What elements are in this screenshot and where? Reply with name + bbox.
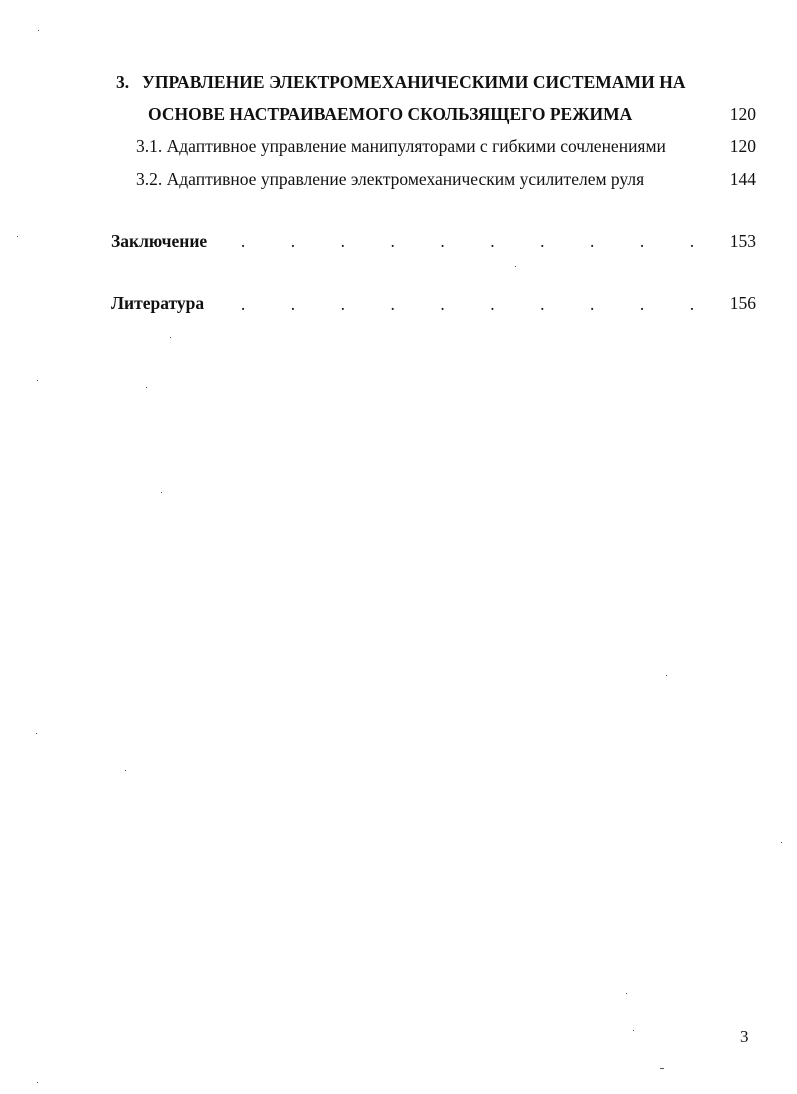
toc-literature-page: 156 — [729, 293, 756, 313]
toc-section-entry: 3.2. Адаптивное управление электромеханическим усилителем руля — [136, 169, 645, 189]
scan-speck — [660, 1068, 664, 1069]
scan-speck — [666, 675, 667, 676]
toc-section-page: 144 — [729, 169, 756, 189]
scan-speck — [515, 266, 516, 267]
scan-speck — [36, 733, 37, 734]
chapter-title-line-2: ОСНОВЕ НАСТРАИВАЕМОГО СКОЛЬЗЯЩЕГО РЕЖИМА — [148, 104, 633, 124]
toc-literature-title: Литература — [111, 293, 205, 313]
scan-speck — [146, 387, 147, 388]
scan-speck — [38, 30, 39, 31]
toc-leader-dots: . . . . . . . . . . — [240, 294, 695, 314]
scan-speck — [17, 236, 18, 237]
chapter-number: 3. — [116, 72, 130, 92]
scan-speck — [633, 1030, 634, 1031]
scan-speck — [170, 337, 171, 338]
scan-speck — [781, 842, 782, 843]
scan-speck — [37, 380, 38, 381]
toc-conclusion-title: Заключение — [111, 231, 208, 251]
toc-section-entry: 3.1. Адаптивное управление манипуляторами с гибкими сочленениями — [136, 136, 666, 156]
toc-section-page: 120 — [729, 136, 756, 156]
chapter-title-line-1: УПРАВЛЕНИЕ ЭЛЕКТРОМЕХАНИЧЕСКИМИ СИСТЕМАМИ НА — [142, 72, 686, 92]
toc-conclusion-page: 153 — [729, 231, 756, 251]
footer-page-number: 3 — [740, 1027, 749, 1046]
scan-speck — [125, 770, 126, 771]
scan-speck — [37, 1082, 38, 1083]
toc-leader-dots: . . . . . . . . . . — [240, 231, 695, 251]
scan-speck — [626, 993, 627, 994]
scan-speck — [161, 492, 162, 493]
chapter-page-number: 120 — [729, 104, 756, 124]
